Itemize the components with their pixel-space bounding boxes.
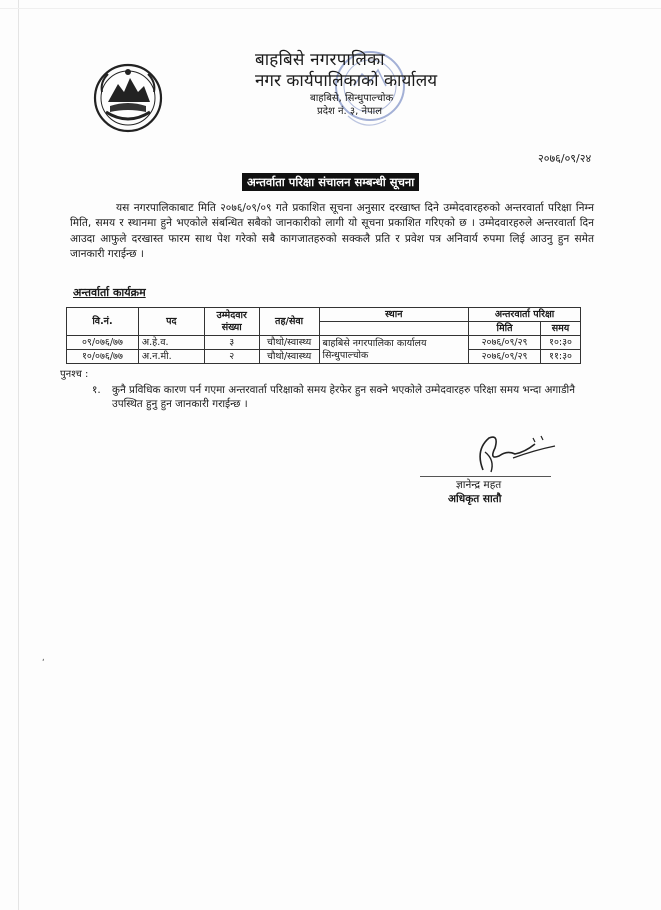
signature-mark (455, 430, 565, 478)
nepal-emblem-icon (92, 62, 164, 134)
cell-level: चौथो/स्वास्थ्य (259, 336, 319, 350)
cell-candidates: ३ (204, 336, 259, 350)
header-post: पद (138, 308, 204, 336)
notice-body-text: यस नगरपालिकाबाट मिति २०७६/०९/०९ गते प्रकाशित सूचना अनुसार दरखाष्त दिने उम्मेदवारहरुको अन्तरवार्ता परिक्षा निम्न मिति, समय र स्थानमा हुने भएकोले संबन्धित सबैको जानकारीको लागी यो सूचना प्रकाशित गरिएको छ । उम्मेदवारहरुले अन्तरवार्ता दिन आउदा आफुले दरखास्त फारम साथ पेश गरेको सबै कागजातहरुको सक्कलै प्रति र प्रवेश पत्र अनिवार्य रुपमा लिई आउनु हुन समेत जानकारी गराईन्छ । (70, 202, 594, 261)
scan-edge-left (18, 0, 19, 910)
notice-date: २०७६/०९/२४ (538, 152, 592, 165)
cell-post: अ.न.मी. (138, 350, 204, 364)
header-venue-spacer (319, 322, 469, 336)
cell-date: २०७६/०९/२९ (469, 336, 541, 350)
table-header-row (67, 308, 581, 322)
address-line-1: बाहबिसे, सिन्धुपाल्चोक (310, 93, 394, 104)
signature-line (420, 476, 551, 477)
scan-edge-top (0, 8, 661, 9)
municipality-name: बाहबिसे नगरपालिका (255, 50, 385, 70)
table-row (67, 336, 581, 350)
header-level: तह/सेवा (259, 308, 319, 336)
address-line-2: प्रदेश नं. ३, नेपाल (317, 106, 383, 117)
header-advert-no: वि.नं. (67, 308, 139, 336)
section-title: अन्तर्वार्ता कार्यक्रम (73, 286, 146, 299)
cell-time: १०:३० (541, 336, 581, 350)
cell-post: अ.हे.व. (138, 336, 204, 350)
note-item (92, 383, 597, 411)
signatory-name: ज्ञानेन्द्र महत (456, 479, 502, 491)
header-time: समय (541, 322, 581, 336)
header-date: मिति (469, 322, 541, 336)
office-name: नगर कार्यपालिकाको कार्यालय (255, 71, 438, 91)
note-text: कुनै प्रविधिक कारण पर्न गएमा अन्तरवार्ता परिक्षाको समय हेरफेर हुन सक्ने भएकोले उम्मेदवारहरु परिक्षा समय भन्दा अगाडीनै उपस्थित हुनु हुन जानकारी गराईन्छ । (112, 384, 575, 410)
cell-advert-no: ०९/०७६/७७ (67, 336, 139, 350)
cell-date: २०७६/०९/२९ (469, 350, 541, 364)
cell-advert-no: १०/०७६/७७ (67, 350, 139, 364)
cell-time: ११:३० (541, 350, 581, 364)
note-label: पुनश्च : (60, 369, 89, 380)
header-candidates: उम्मेदवार संख्या (204, 308, 259, 336)
note-number: १. (92, 384, 101, 396)
header-interview: अन्तरवार्ता परिक्षा (469, 308, 581, 322)
cell-candidates: २ (204, 350, 259, 364)
cell-venue: बाहबिसे नगरपालिका कार्यालय सिन्धुपाल्चोक (319, 336, 469, 364)
notice-title: अन्तर्वाता परिक्षा संचालन सम्बन्धी सूचना (242, 173, 419, 191)
signatory-role: अधिकृत सातौ (448, 493, 502, 505)
notice-body (70, 201, 594, 263)
header-venue: स्थान (319, 308, 469, 322)
office-header (255, 50, 485, 118)
interview-schedule-table (66, 307, 581, 364)
scan-speck: ʹ (42, 659, 45, 669)
cell-level: चौथो/स्वास्थ्य (259, 350, 319, 364)
